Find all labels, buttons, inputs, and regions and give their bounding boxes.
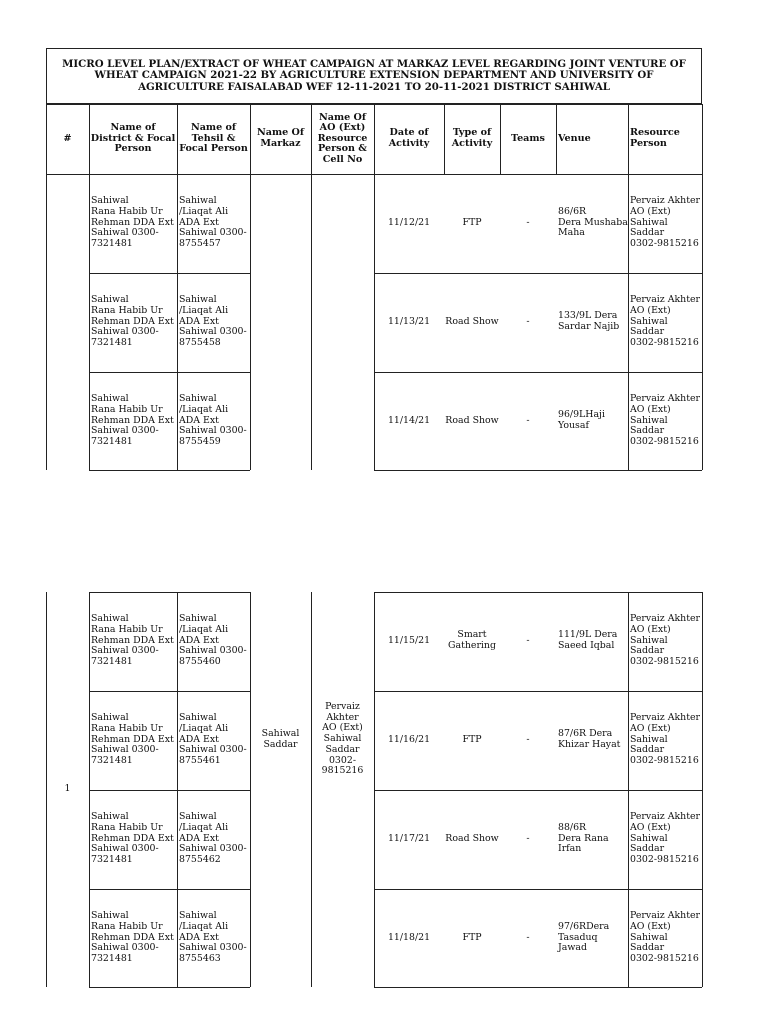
- table-cell-teams: -: [526, 931, 530, 943]
- grid-line: [89, 174, 90, 470]
- table-cell-venue: 88/6R Dera Rana Irfan: [558, 821, 609, 855]
- grid-line: [89, 372, 250, 373]
- table-cell-district: Sahiwal Rana Habib Ur Rehman DDA Ext Sahiwal 0300- 7321481: [91, 910, 174, 965]
- table-cell-resource: Pervaiz Akhter AO (Ext) Sahiwal Saddar 0302-9815216: [630, 910, 701, 965]
- table-cell-resource: Pervaiz Akhter AO (Ext) Sahiwal Saddar 0302-9815216: [630, 712, 701, 767]
- table-cell-venue: 133/9L Dera Sardar Najib: [558, 310, 620, 332]
- table-cell-venue: 86/6R Dera Mushaba Maha: [558, 205, 628, 239]
- grid-line: [374, 889, 702, 890]
- grid-line: [89, 987, 250, 988]
- grid-line: [89, 889, 250, 890]
- header-venue: Venue: [558, 132, 591, 144]
- table-cell-teams: -: [526, 315, 530, 327]
- grid-line: [46, 104, 47, 174]
- grid-line: [46, 592, 47, 987]
- table-cell-tehsil: Sahiwal /Liaqat Ali ADA Ext Sahiwal 0300- 8755462: [179, 811, 247, 866]
- table-cell-venue: 96/9LHaji Yousaf: [558, 409, 605, 431]
- table-cell-resource: Pervaiz Akhter AO (Ext) Sahiwal Saddar 0302-9815216: [630, 294, 701, 349]
- table-cell-type: Road Show: [445, 832, 499, 844]
- grid-line: [89, 790, 250, 791]
- table-cell-district: Sahiwal Rana Habib Ur Rehman DDA Ext Sahiwal 0300- 7321481: [91, 294, 174, 349]
- table-cell-date: 11/16/21: [387, 733, 431, 745]
- table-cell-teams: -: [526, 414, 530, 426]
- grid-line: [89, 691, 250, 692]
- grid-line: [628, 174, 629, 470]
- table-cell-date: 11/14/21: [387, 414, 431, 426]
- table-cell-tehsil: Sahiwal /Liaqat Ali ADA Ext Sahiwal 0300- 8755461: [179, 712, 247, 767]
- grid-line: [250, 592, 251, 987]
- grid-line: [374, 104, 375, 174]
- grid-line: [444, 104, 445, 174]
- table-cell-venue: 87/6R Dera Khizar Hayat: [558, 728, 621, 750]
- grid-line: [374, 174, 375, 470]
- header-teams: Teams: [511, 132, 545, 144]
- grid-line: [500, 104, 501, 174]
- header-resource: Resource Person: [630, 127, 680, 149]
- table-cell-date: 11/15/21: [387, 634, 431, 646]
- grid-line: [311, 592, 312, 987]
- grid-line: [374, 592, 702, 593]
- grid-line: [374, 790, 702, 791]
- table-cell-resource: Pervaiz Akhter AO (Ext) Sahiwal Saddar 0302-9815216: [630, 613, 701, 668]
- table-cell-district: Sahiwal Rana Habib Ur Rehman DDA Ext Sahiwal 0300- 7321481: [91, 613, 174, 668]
- table-cell-type: Smart Gathering: [448, 629, 496, 651]
- table-cell-district: Sahiwal Rana Habib Ur Rehman DDA Ext Sahiwal 0300- 7321481: [91, 393, 174, 448]
- grid-line: [311, 104, 312, 174]
- table-cell-teams: -: [526, 832, 530, 844]
- grid-line: [702, 174, 703, 470]
- table-cell-tehsil: Sahiwal /Liaqat Ali ADA Ext Sahiwal 0300- 8755458: [179, 294, 247, 349]
- table-cell-type: FTP: [462, 733, 482, 745]
- header-type: Type of Activity: [451, 127, 493, 149]
- header-tehsil: Name of Tehsil & Focal Person: [179, 122, 248, 155]
- header-ao: Name Of AO (Ext) Resource Person & Cell No: [317, 111, 368, 165]
- grid-line: [702, 592, 703, 987]
- grid-line: [374, 273, 702, 274]
- table-cell-teams: -: [526, 216, 530, 228]
- grid-line: [89, 592, 250, 593]
- table-cell-tehsil: Sahiwal /Liaqat Ali ADA Ext Sahiwal 0300- 8755460: [179, 613, 247, 668]
- table-cell-type: FTP: [462, 216, 482, 228]
- table-cell-type: Road Show: [445, 414, 499, 426]
- table-cell-tehsil: Sahiwal /Liaqat Ali ADA Ext Sahiwal 0300- 8755457: [179, 195, 247, 250]
- grid-line: [311, 174, 312, 470]
- table-cell-district: Sahiwal Rana Habib Ur Rehman DDA Ext Sahiwal 0300- 7321481: [91, 712, 174, 767]
- table-cell-resource: Pervaiz Akhter AO (Ext) Sahiwal Saddar 0302-9815216: [630, 811, 701, 866]
- grid-line: [374, 987, 702, 988]
- table-cell-district: Sahiwal Rana Habib Ur Rehman DDA Ext Sahiwal 0300- 7321481: [91, 195, 174, 250]
- header-date: Date of Activity: [388, 127, 430, 149]
- table-cell-tehsil: Sahiwal /Liaqat Ali ADA Ext Sahiwal 0300- 8755463: [179, 910, 247, 965]
- table-cell-date: 11/13/21: [387, 315, 431, 327]
- table-cell-district: Sahiwal Rana Habib Ur Rehman DDA Ext Sahiwal 0300- 7321481: [91, 811, 174, 866]
- grid-line: [46, 174, 47, 470]
- table-cell-type: FTP: [462, 931, 482, 943]
- grid-line: [374, 470, 702, 471]
- grid-line: [556, 104, 557, 174]
- table-cell-tehsil: Sahiwal /Liaqat Ali ADA Ext Sahiwal 0300- 8755459: [179, 393, 247, 448]
- grid-line: [177, 104, 178, 174]
- header-markaz: Name Of Markaz: [256, 127, 305, 149]
- header-district: Name of District & Focal Person: [90, 122, 176, 155]
- group-markaz: Sahiwal Saddar: [261, 727, 300, 750]
- grid-line: [628, 104, 629, 174]
- grid-line: [89, 273, 250, 274]
- grid-line: [89, 104, 90, 174]
- table-cell-venue: 111/9L Dera Saeed Iqbal: [558, 629, 618, 651]
- group-ao-resource-person: Pervaiz Akhter AO (Ext) Sahiwal Saddar 0302- 9815216: [321, 700, 364, 777]
- table-cell-resource: Pervaiz Akhter AO (Ext) Sahiwal Saddar 0302-9815216: [630, 393, 701, 448]
- header-number: #: [63, 132, 72, 144]
- grid-line: [250, 174, 251, 470]
- grid-line: [702, 104, 703, 174]
- document-title: MICRO LEVEL PLAN/EXTRACT OF WHEAT CAMPAIGN AT MARKAZ LEVEL REGARDING JOINT VENTURE OF WHEAT CAMPAIGN 2021-22 BY AGRICULTURE EXTENSION DEPARTMENT AND UNIVERSITY OF AGRICULTURE FAISALABAD WEF 12-11-2021 TO 20-11-2021 DISTRICT SAHIWAL: [46, 48, 702, 104]
- table-cell-teams: -: [526, 733, 530, 745]
- table-cell-teams: -: [526, 634, 530, 646]
- table-cell-type: Road Show: [445, 315, 499, 327]
- grid-line: [250, 104, 251, 174]
- table-cell-date: 11/18/21: [387, 931, 431, 943]
- grid-line: [374, 372, 702, 373]
- grid-line: [89, 470, 250, 471]
- table-cell-date: 11/17/21: [387, 832, 431, 844]
- group-number: 1: [64, 783, 71, 795]
- table-cell-resource: Pervaiz Akhter AO (Ext) Sahiwal Saddar 0302-9815216: [630, 195, 701, 250]
- grid-line: [177, 174, 178, 470]
- table-cell-date: 11/12/21: [387, 216, 431, 228]
- table-cell-venue: 97/6RDera Tasaduq Jawad: [558, 920, 610, 954]
- grid-line: [374, 691, 702, 692]
